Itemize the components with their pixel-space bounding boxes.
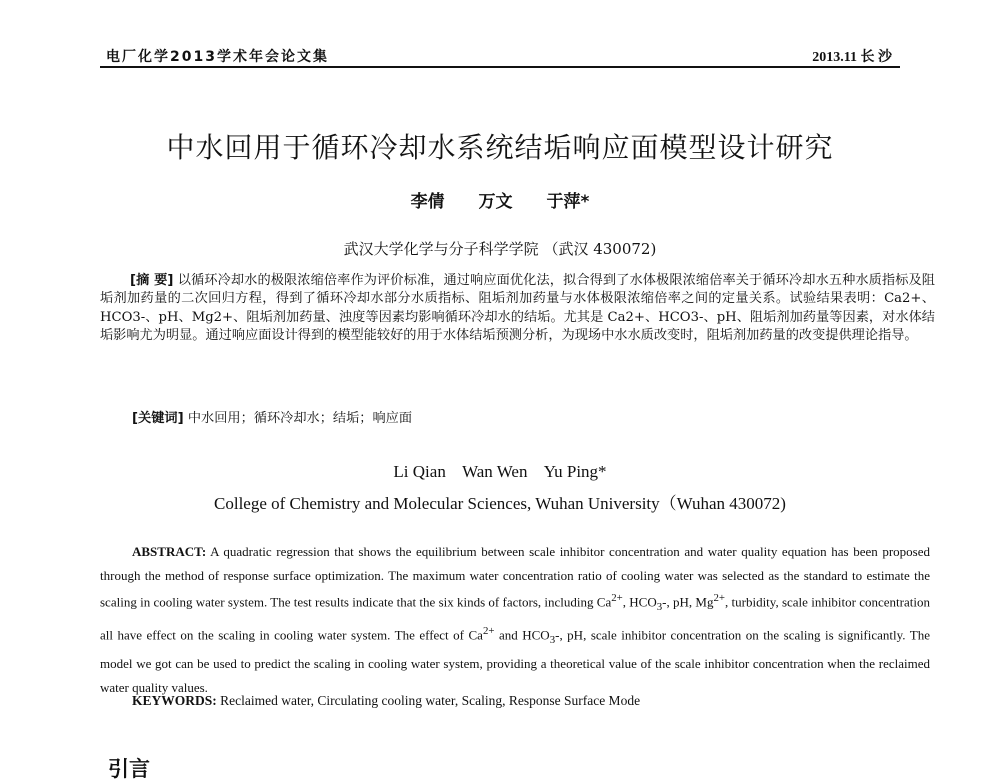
keywords-english (132, 693, 932, 709)
author-name-english: Li Qian (393, 462, 446, 481)
superscript: 2+ (713, 592, 725, 605)
affiliation: 武汉大学化学与分子科学学院 （武汉 430072) (343, 240, 657, 258)
author-list-english (0, 462, 1000, 482)
abstract-english-text: -, pH, Mg (662, 594, 714, 610)
header-date-location: 2013.11 长 沙 (812, 50, 892, 65)
author-name: 万文 (478, 192, 513, 212)
author-name-english: Wan Wen (462, 462, 528, 481)
subscript: 3 (656, 601, 663, 614)
keywords-chinese (132, 407, 932, 426)
abstract-english (100, 540, 930, 699)
abstract-label: [摘 要] (130, 273, 174, 288)
affiliation-english: College of Chemistry and Molecular Sciences, Wuhan University（Wuhan 430072) (214, 494, 786, 513)
author-name: 于萍* (546, 192, 590, 212)
keywords-english-label: KEYWORDS: (132, 693, 217, 708)
section-heading-introduction: 引言 (108, 757, 150, 781)
abstract-english-text: -, pH, scale inhibitor concentration on the scaling is significantly. The model we got can be used to predict the scaling in cooling water system, providing a theoretical value of the scale inhibitor concentration when the reclaimed water quality values. (100, 627, 931, 695)
author-name: 李倩 (410, 192, 445, 212)
abstract-text: 以循环冷却水的极限浓缩倍率作为评价标准，通过响应面优化法，拟合得到了水体极限浓缩倍率关于循环冷却水五种水质指标及阻垢剂加药量的二次回归方程，得到了循环冷却水部分水质指标、阻垢剂加药量与水体极限浓缩倍率之间的定量关系。试验结果表明：Ca2+、HCO3-、pH、Mg2+、阻垢剂加药量、浊度等因素均影响循环冷却水的结垢。尤其是 Ca2+、HCO3-、pH、阻垢剂加药量等因素，对水体结垢影响尤为明显。通过响应面设计得到的模型能较好的用于水体结垢预测分析，为现场中水水质改变时，阻垢剂加药量的改变提供理论指导。 (100, 273, 935, 344)
superscript: 2+ (611, 592, 623, 605)
keywords-text: 中水回用；循环冷却水；结垢；响应面 (187, 411, 413, 426)
running-header (100, 44, 900, 68)
keywords-label: [关键词] (132, 411, 184, 426)
author-name-english: Yu Ping* (543, 462, 607, 481)
author-list (0, 187, 1000, 212)
abstract-english-label: ABSTRACT: (132, 544, 207, 559)
keywords-english-text: Reclaimed water, Circulating cooling water, Scaling, Response Surface Mode (220, 693, 641, 708)
superscript: 2+ (482, 624, 495, 637)
abstract-english-text: and HCO (494, 627, 550, 643)
paper-title: 中水回用于循环冷却水系统结垢响应面模型设计研究 (166, 131, 834, 164)
abstract-english-text: A quadratic regression that shows the equilibrium between scale inhibitor concentration and water quality equation has been proposed through the method of response surface optimization. The maximum water concentration ratio of cooling water was selected as the standard to estimate the scaling in cooling water system. The test results indicate that the six kinds of factors, including Ca (100, 544, 930, 610)
abstract-english-text: , HCO (622, 594, 657, 610)
abstract-chinese (100, 272, 935, 346)
subscript: 3 (549, 633, 556, 646)
header-proceedings-title: 电厂化学2013学术年会论文集 (106, 49, 329, 65)
abstract-english-text: , turbidity, scale inhibitor concentration all have effect on the scaling in cooling water system. The effect of Ca (100, 594, 930, 643)
